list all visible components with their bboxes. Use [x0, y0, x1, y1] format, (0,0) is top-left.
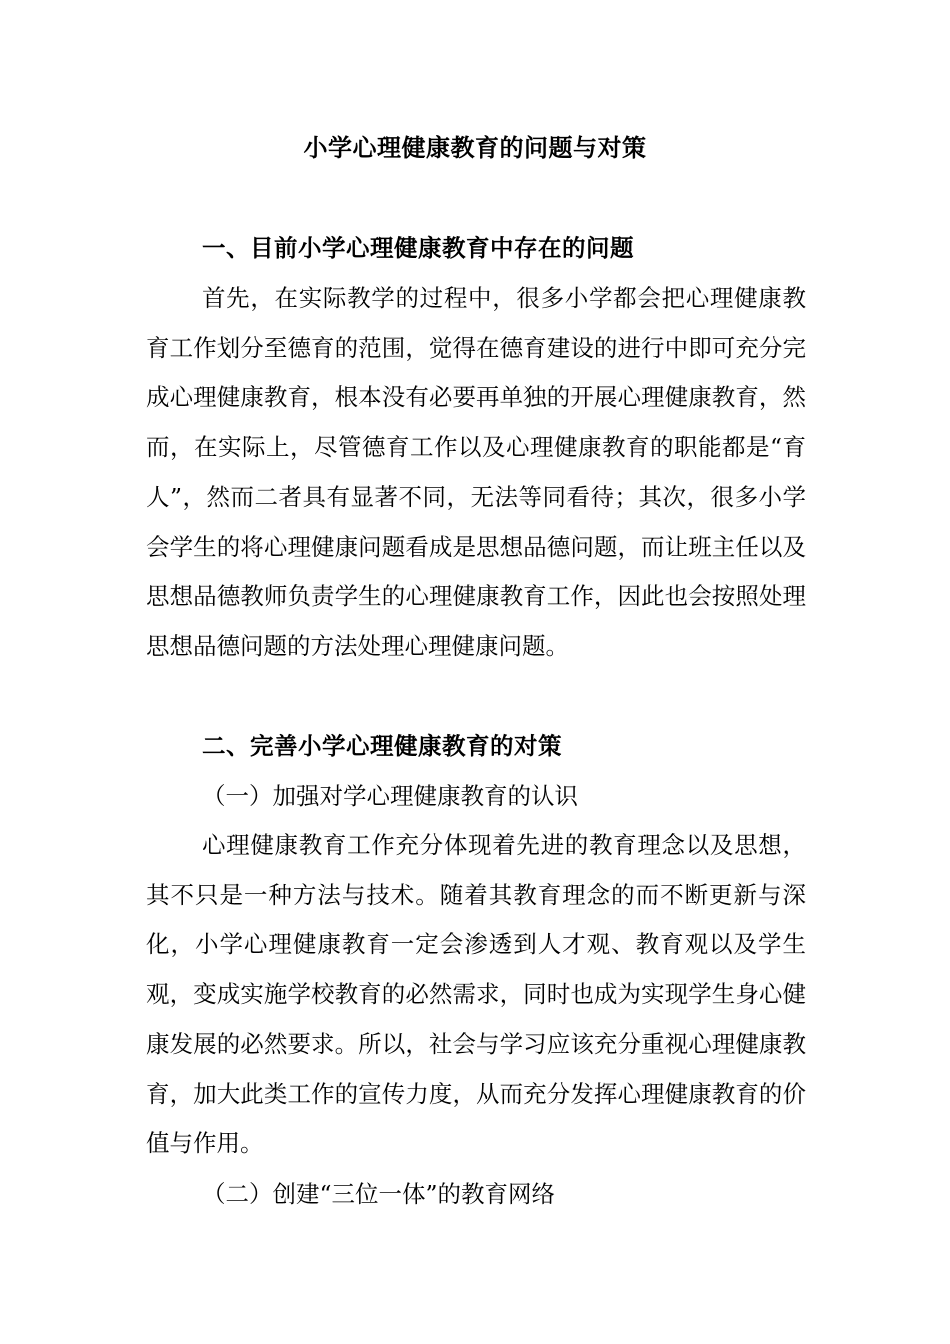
document-title: 小学心理健康教育的问题与对策	[303, 133, 647, 162]
subsection-heading-awareness: （一）加强对学心理健康教育的认识	[202, 782, 578, 810]
section-body-awareness	[146, 821, 806, 1169]
section-body-problems	[146, 274, 806, 672]
section-heading-countermeasures: 二、完善小学心理健康教育的对策	[202, 732, 562, 760]
paragraph-awareness: 心理健康教育工作充分体现着先进的教育理念以及思想，其不只是一种方法与技术。随着其教育理念的而不断更新与深化，小学心理健康教育一定会渗透到人才观、教育观以及学生观，变成实施学校教育的必然需求，同时也成为实现学生身心健康发展的必然要求。所以，社会与学习应该充分重视心理健康教育，加大此类工作的宣传力度，从而充分发挥心理健康教育的价值与作用。	[146, 831, 806, 1158]
section-heading-problems: 一、目前小学心理健康教育中存在的问题	[202, 234, 634, 262]
subsection-heading-network: （二）创建“三位一体”的教育网络	[202, 1180, 556, 1208]
paragraph-problems: 首先，在实际教学的过程中，很多小学都会把心理健康教育工作划分至德育的范围，觉得在德育建设的进行中即可充分完成心理健康教育，根本没有必要再单独的开展心理健康教育，然而，在实际上，尽管德育工作以及心理健康教育的职能都是“育人”，然而二者具有显著不同，无法等同看待；其次，很多小学会学生的将心理健康问题看成是思想品德问题，而让班主任以及思想品德教师负责学生的心理健康教育工作，因此也会按照处理思想品德问题的方法处理心理健康问题。	[146, 284, 806, 660]
